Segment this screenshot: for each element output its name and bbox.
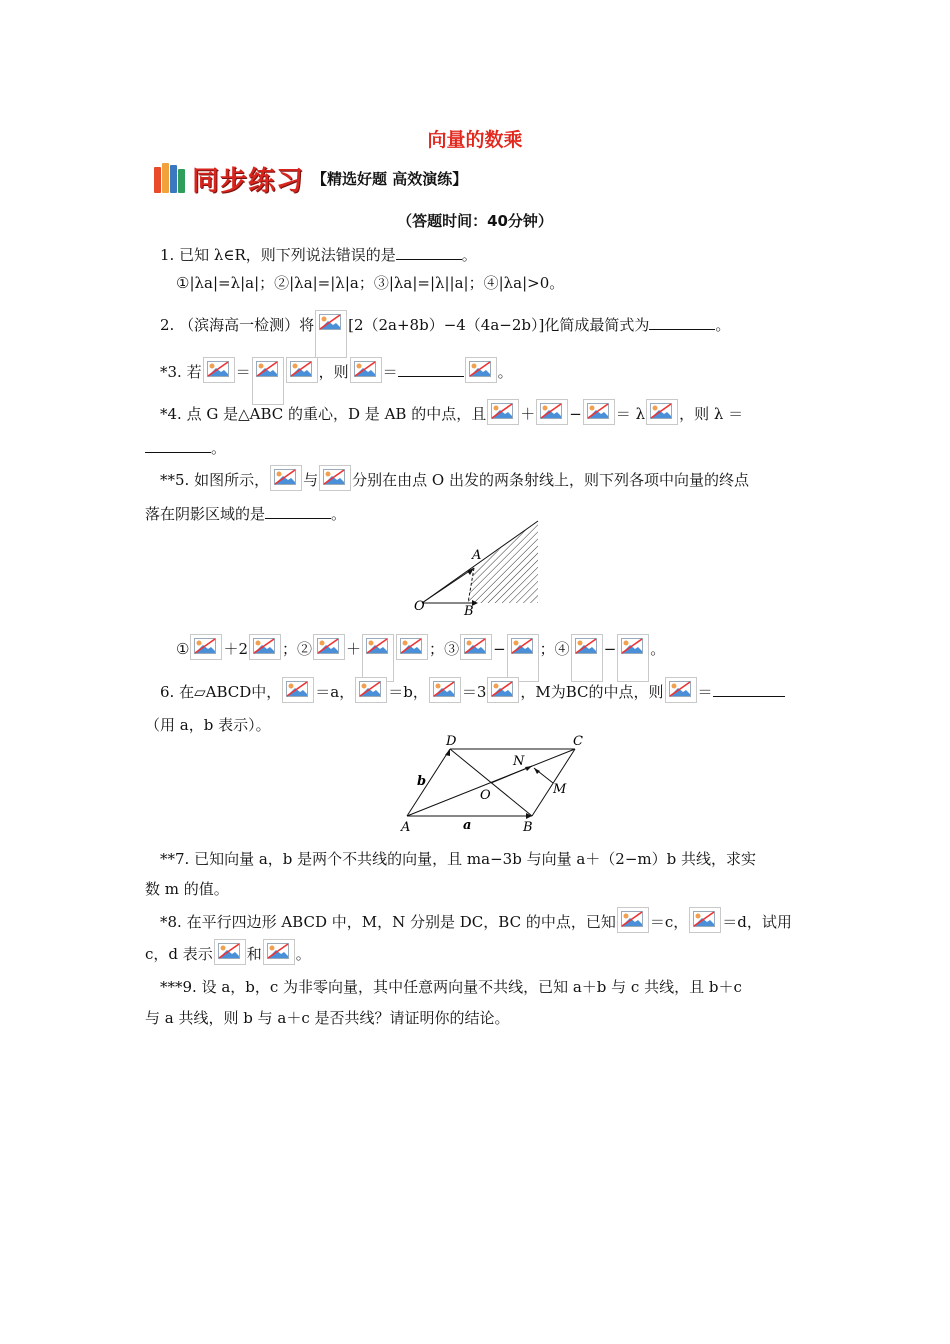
missing-image-icon (689, 907, 721, 933)
question-8-text2: c，d 表示 (145, 945, 213, 963)
answer-blank (713, 681, 785, 697)
question-3-prefix: *3. 若 (160, 363, 202, 381)
question-5-prefix: **5. 如图所示， (160, 471, 270, 489)
page-title: 向量的数乘 (427, 129, 523, 151)
question-4-text: *4. 点 G 是△ABC 的重心，D 是 AB 的中点，且 (160, 405, 487, 423)
practice-banner (152, 158, 467, 198)
banner-subtitle: 【精选好题 高效演练】 (312, 169, 468, 188)
missing-image-icon (249, 634, 281, 660)
answer-blank (145, 437, 211, 453)
option-2-marker: ② (297, 640, 313, 658)
question-4 (160, 399, 743, 425)
question-5-text: 分别在由点 O 出发的两条射线上，则下列各项中向量的终点 (352, 471, 749, 489)
missing-image-icon (355, 677, 387, 703)
question-7: **7. 已知向量 a，b 是两个不共线的向量，且 ma−3b 与向量 a＋（2−m）b 共线，求实 (160, 850, 756, 868)
missing-image-icon (536, 399, 568, 425)
question-6-prefix: 6. 在▱ABCD中， (160, 683, 282, 701)
separator: ； (539, 640, 555, 658)
missing-image-icon (350, 357, 382, 383)
fig-label-a: A (472, 548, 482, 563)
question-4-line2 (145, 437, 226, 458)
option-2-op: ＋ (346, 640, 362, 658)
missing-image-icon (203, 357, 235, 383)
question-1-text: 1. 已知 λ∈R，则下列说法错误的是 (160, 246, 396, 264)
missing-image-icon (214, 939, 246, 965)
equals-c: ＝c， (649, 913, 689, 931)
conjunction: 和 (246, 945, 262, 963)
parallelogram-figure (395, 733, 595, 835)
question-1-options: ①|λa|=λ|a|；②|λa|=|λ|a；③|λa|=|λ||a|；④|λa|>0。 (176, 274, 565, 292)
equals-b: ＝b， (388, 683, 428, 701)
answer-blank (265, 503, 331, 519)
missing-image-icon (270, 465, 302, 491)
question-9-line2: 与 a 共线，则 b 与 a＋c 是否共线？请证明你的结论。 (145, 1009, 510, 1027)
equals-a: ＝a， (315, 683, 355, 701)
fig-label-a: A (401, 820, 411, 835)
question-2-text: [2（2a+8b）−4（4a−2b）]化简成最简式为 (348, 316, 650, 334)
equals-lambda: ＝ λ (615, 405, 646, 423)
missing-image-icon (315, 310, 347, 358)
missing-image-icon (617, 634, 649, 682)
equals-three: ＝3 (461, 683, 487, 701)
minus-sign: − (569, 405, 582, 423)
question-5-text2: 落在阴影区域的是 (145, 505, 266, 523)
equals-sign: ＝ (697, 683, 713, 701)
missing-image-icon (190, 634, 222, 660)
question-8-line2 (145, 939, 311, 965)
missing-image-icon (263, 939, 295, 965)
punctuation: 。 (497, 363, 513, 381)
shaded-region-figure (410, 518, 580, 618)
punctuation: 。 (650, 640, 666, 658)
option-1-marker: ① (176, 640, 190, 658)
missing-image-icon (583, 399, 615, 425)
missing-image-icon (362, 634, 394, 682)
missing-image-icon (665, 677, 697, 703)
question-5-options (176, 634, 665, 682)
missing-image-icon (465, 357, 497, 383)
option-3-op: − (493, 640, 506, 658)
question-7-line2: 数 m 的值。 (145, 880, 229, 898)
question-1 (160, 244, 477, 265)
question-8 (160, 907, 792, 933)
plus-sign: ＋ (520, 405, 536, 423)
answer-blank (649, 314, 715, 330)
punctuation: 。 (715, 316, 731, 334)
banner-title: 同步练习 (192, 165, 304, 197)
equals-sign: ＝ (382, 363, 398, 381)
question-8-text: *8. 在平行四边形 ABCD 中，M，N 分别是 DC，BC 的中点，已知 (160, 913, 616, 931)
missing-image-icon (286, 357, 318, 383)
separator: ； (429, 640, 445, 658)
missing-image-icon (507, 634, 539, 682)
answer-blank (396, 244, 462, 260)
fig-label-n: N (513, 754, 525, 769)
missing-image-icon (460, 634, 492, 660)
question-2-prefix: 2. （滨海高一检测）将 (160, 316, 315, 334)
missing-image-icon (396, 634, 428, 660)
question-6-text: ，M为BC的中点，则 (520, 683, 664, 701)
fig-label-a-vec: a (463, 818, 472, 833)
missing-image-icon (313, 634, 345, 660)
fig-label-o: O (480, 788, 491, 803)
option-4-marker: ④ (554, 640, 570, 658)
question-6 (160, 677, 785, 703)
question-4-tail: ，则 λ ＝ (679, 405, 744, 423)
question-3-text: ，则 (318, 363, 349, 381)
fig-label-c: C (573, 734, 583, 749)
question-9: ***9. 设 a，b，c 为非零向量，其中任意两向量不共线，已知 a＋b 与 c 共线，且 b＋c (160, 978, 742, 996)
missing-image-icon (617, 907, 649, 933)
option-1-op: ＋2 (223, 640, 248, 658)
missing-image-icon (429, 677, 461, 703)
missing-image-icon (319, 465, 351, 491)
question-6-line2: （用 a，b 表示）。 (145, 716, 271, 734)
missing-image-icon (646, 399, 678, 425)
answer-time: （答题时间：40分钟） (397, 212, 553, 230)
separator: ； (282, 640, 298, 658)
option-3-marker: ③ (444, 640, 460, 658)
missing-image-icon (282, 677, 314, 703)
punctuation: 。 (211, 439, 227, 457)
punctuation: 。 (331, 505, 347, 523)
option-4-op: − (603, 640, 617, 658)
missing-image-icon (252, 357, 284, 405)
equals-d: ＝d，试用 (722, 913, 792, 931)
punctuation: 。 (295, 945, 311, 963)
fig-label-o: O (414, 599, 425, 614)
fig-label-m: M (553, 782, 567, 797)
question-5-line2 (145, 503, 346, 524)
fig-label-d: D (446, 734, 457, 749)
answer-blank (398, 361, 464, 377)
fig-label-b-vec: b (417, 774, 427, 789)
punctuation: 。 (461, 246, 477, 264)
conjunction: 与 (303, 471, 319, 489)
missing-image-icon (487, 677, 519, 703)
question-2 (160, 310, 730, 358)
equals-sign: ＝ (235, 363, 251, 381)
fig-label-b: B (523, 820, 533, 835)
missing-image-icon (571, 634, 603, 682)
question-3 (160, 357, 513, 405)
books-icon (152, 161, 188, 195)
fig-label-b: B (464, 604, 474, 618)
missing-image-icon (487, 399, 519, 425)
question-5 (160, 465, 749, 491)
